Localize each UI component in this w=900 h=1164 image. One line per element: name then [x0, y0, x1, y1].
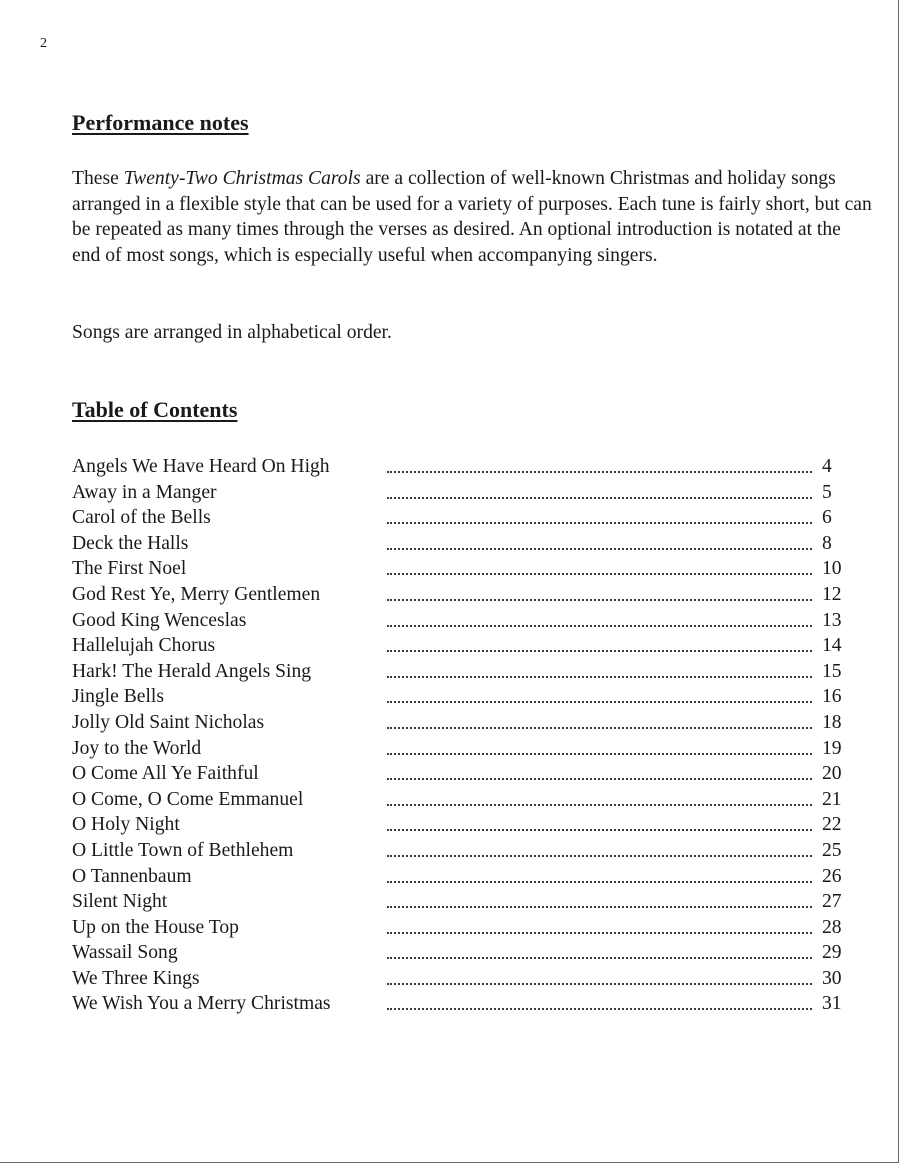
intro-text-end: are a collection of well-known Christmas and holiday songs arranged in a flexible style that can be used for a variety of purposes. Each tune is fairly short, but can be repeated as many times through the verses as desired. An optional introduction is notated at the end of most songs, which is especially useful when accompanying singers. — [72, 168, 872, 266]
toc-entry-title: Angels We Have Heard On High — [72, 456, 330, 477]
toc-dot-leader — [387, 599, 812, 601]
toc-dot-leader — [387, 881, 812, 883]
performance-notes-paragraph — [72, 166, 872, 268]
toc-entry-title: O Little Town of Bethlehem — [72, 839, 294, 861]
toc-entry-title: Wassail Song — [72, 942, 178, 964]
toc-entry — [72, 966, 852, 992]
toc-entry-page: 14 — [822, 635, 842, 657]
toc-entry-title: We Wish You a Merry Christmas — [72, 993, 331, 1015]
toc-dot-leader — [387, 906, 812, 908]
toc-entry-page: 20 — [822, 763, 842, 785]
toc-dot-leader — [387, 471, 812, 473]
toc-entry-page: 29 — [822, 942, 842, 964]
toc-entry-title: Good King Wenceslas — [72, 609, 247, 631]
toc-entry — [72, 736, 852, 762]
toc-entry-page: 19 — [822, 737, 842, 759]
toc-entry-page: 16 — [822, 686, 842, 708]
toc-dot-leader — [387, 650, 812, 652]
toc-dot-leader — [387, 522, 812, 524]
toc-entry-page: 13 — [822, 609, 842, 631]
intro-text-start: These — [72, 168, 124, 189]
toc-entry-page: 15 — [822, 660, 842, 682]
toc-entry — [72, 633, 852, 659]
toc-dot-leader — [387, 573, 812, 575]
toc-dot-leader — [387, 829, 812, 831]
book-title: Twenty-Two Christmas Carols — [123, 168, 361, 189]
toc-entry-title: Carol of the Bells — [72, 507, 211, 529]
toc-entry-title: Deck the Halls — [72, 532, 189, 554]
toc-dot-leader — [387, 1008, 812, 1010]
toc-entry-page: 6 — [822, 507, 832, 529]
toc-entry-title: Hark! The Herald Angels Sing — [72, 660, 312, 682]
toc-dot-leader — [387, 804, 812, 806]
toc-dot-leader — [387, 727, 812, 729]
page-number: 2 — [40, 36, 47, 51]
toc-entry-title: Silent Night — [72, 891, 168, 913]
order-note: Songs are arranged in alphabetical order. — [72, 322, 392, 343]
toc-entry-page: 30 — [822, 967, 842, 989]
toc-dot-leader — [387, 932, 812, 934]
performance-notes-heading: Performance notes — [72, 110, 249, 135]
toc-entry — [72, 480, 852, 506]
toc-dot-leader — [387, 701, 812, 703]
toc-dot-leader — [387, 548, 812, 550]
toc-entry — [72, 991, 852, 1017]
toc-dot-leader — [387, 983, 812, 985]
toc-entry-page: 4 — [822, 456, 832, 477]
toc-entry — [72, 531, 852, 557]
toc-dot-leader — [387, 957, 812, 959]
toc-entry-title: O Come All Ye Faithful — [72, 763, 259, 785]
toc-entry-title: Away in a Manger — [72, 481, 217, 503]
toc-list — [72, 454, 852, 1017]
toc-entry — [72, 582, 852, 608]
toc-entry-page: 26 — [822, 865, 842, 887]
toc-entry — [72, 812, 852, 838]
toc-entry-page: 25 — [822, 839, 842, 861]
toc-entry — [72, 889, 852, 915]
toc-entry-title: O Holy Night — [72, 814, 180, 836]
toc-dot-leader — [387, 625, 812, 627]
toc-entry-page: 27 — [822, 891, 842, 913]
toc-dot-leader — [387, 855, 812, 857]
toc-entry — [72, 608, 852, 634]
toc-entry-page: 21 — [822, 788, 842, 810]
toc-entry — [72, 761, 852, 787]
toc-entry — [72, 787, 852, 813]
toc-dot-leader — [387, 778, 812, 780]
toc-dot-leader — [387, 753, 812, 755]
toc-entry — [72, 940, 852, 966]
toc-dot-leader — [387, 497, 812, 499]
toc-entry-title: Jingle Bells — [72, 686, 164, 708]
toc-entry — [72, 710, 852, 736]
toc-entry-page: 28 — [822, 916, 842, 938]
toc-entry — [72, 864, 852, 890]
toc-entry-title: The First Noel — [72, 558, 187, 580]
toc-entry-title: Jolly Old Saint Nicholas — [72, 711, 265, 733]
toc-entry — [72, 684, 852, 710]
toc-entry-title: Hallelujah Chorus — [72, 635, 216, 657]
toc-entry-title: We Three Kings — [72, 967, 200, 989]
toc-entry-page: 22 — [822, 814, 842, 836]
toc-entry-title: Joy to the World — [72, 737, 202, 759]
toc-entry-title: God Rest Ye, Merry Gentlemen — [72, 583, 321, 605]
toc-entry-page: 18 — [822, 711, 842, 733]
toc-entry-title: O Come, O Come Emmanuel — [72, 788, 304, 810]
toc-entry — [72, 556, 852, 582]
toc-entry-page: 5 — [822, 481, 832, 503]
toc-entry-page: 8 — [822, 532, 832, 554]
toc-entry-page: 31 — [822, 993, 842, 1015]
toc-entry-page: 12 — [822, 583, 842, 605]
toc-entry-title: O Tannenbaum — [72, 865, 192, 887]
toc-heading: Table of Contents — [72, 397, 238, 422]
toc-entry — [72, 505, 852, 531]
toc-entry — [72, 838, 852, 864]
toc-entry-title: Up on the House Top — [72, 916, 239, 938]
toc-entry — [72, 454, 852, 480]
toc-entry — [72, 915, 852, 941]
toc-entry — [72, 659, 852, 685]
toc-dot-leader — [387, 676, 812, 678]
toc-entry-page: 10 — [822, 558, 842, 580]
